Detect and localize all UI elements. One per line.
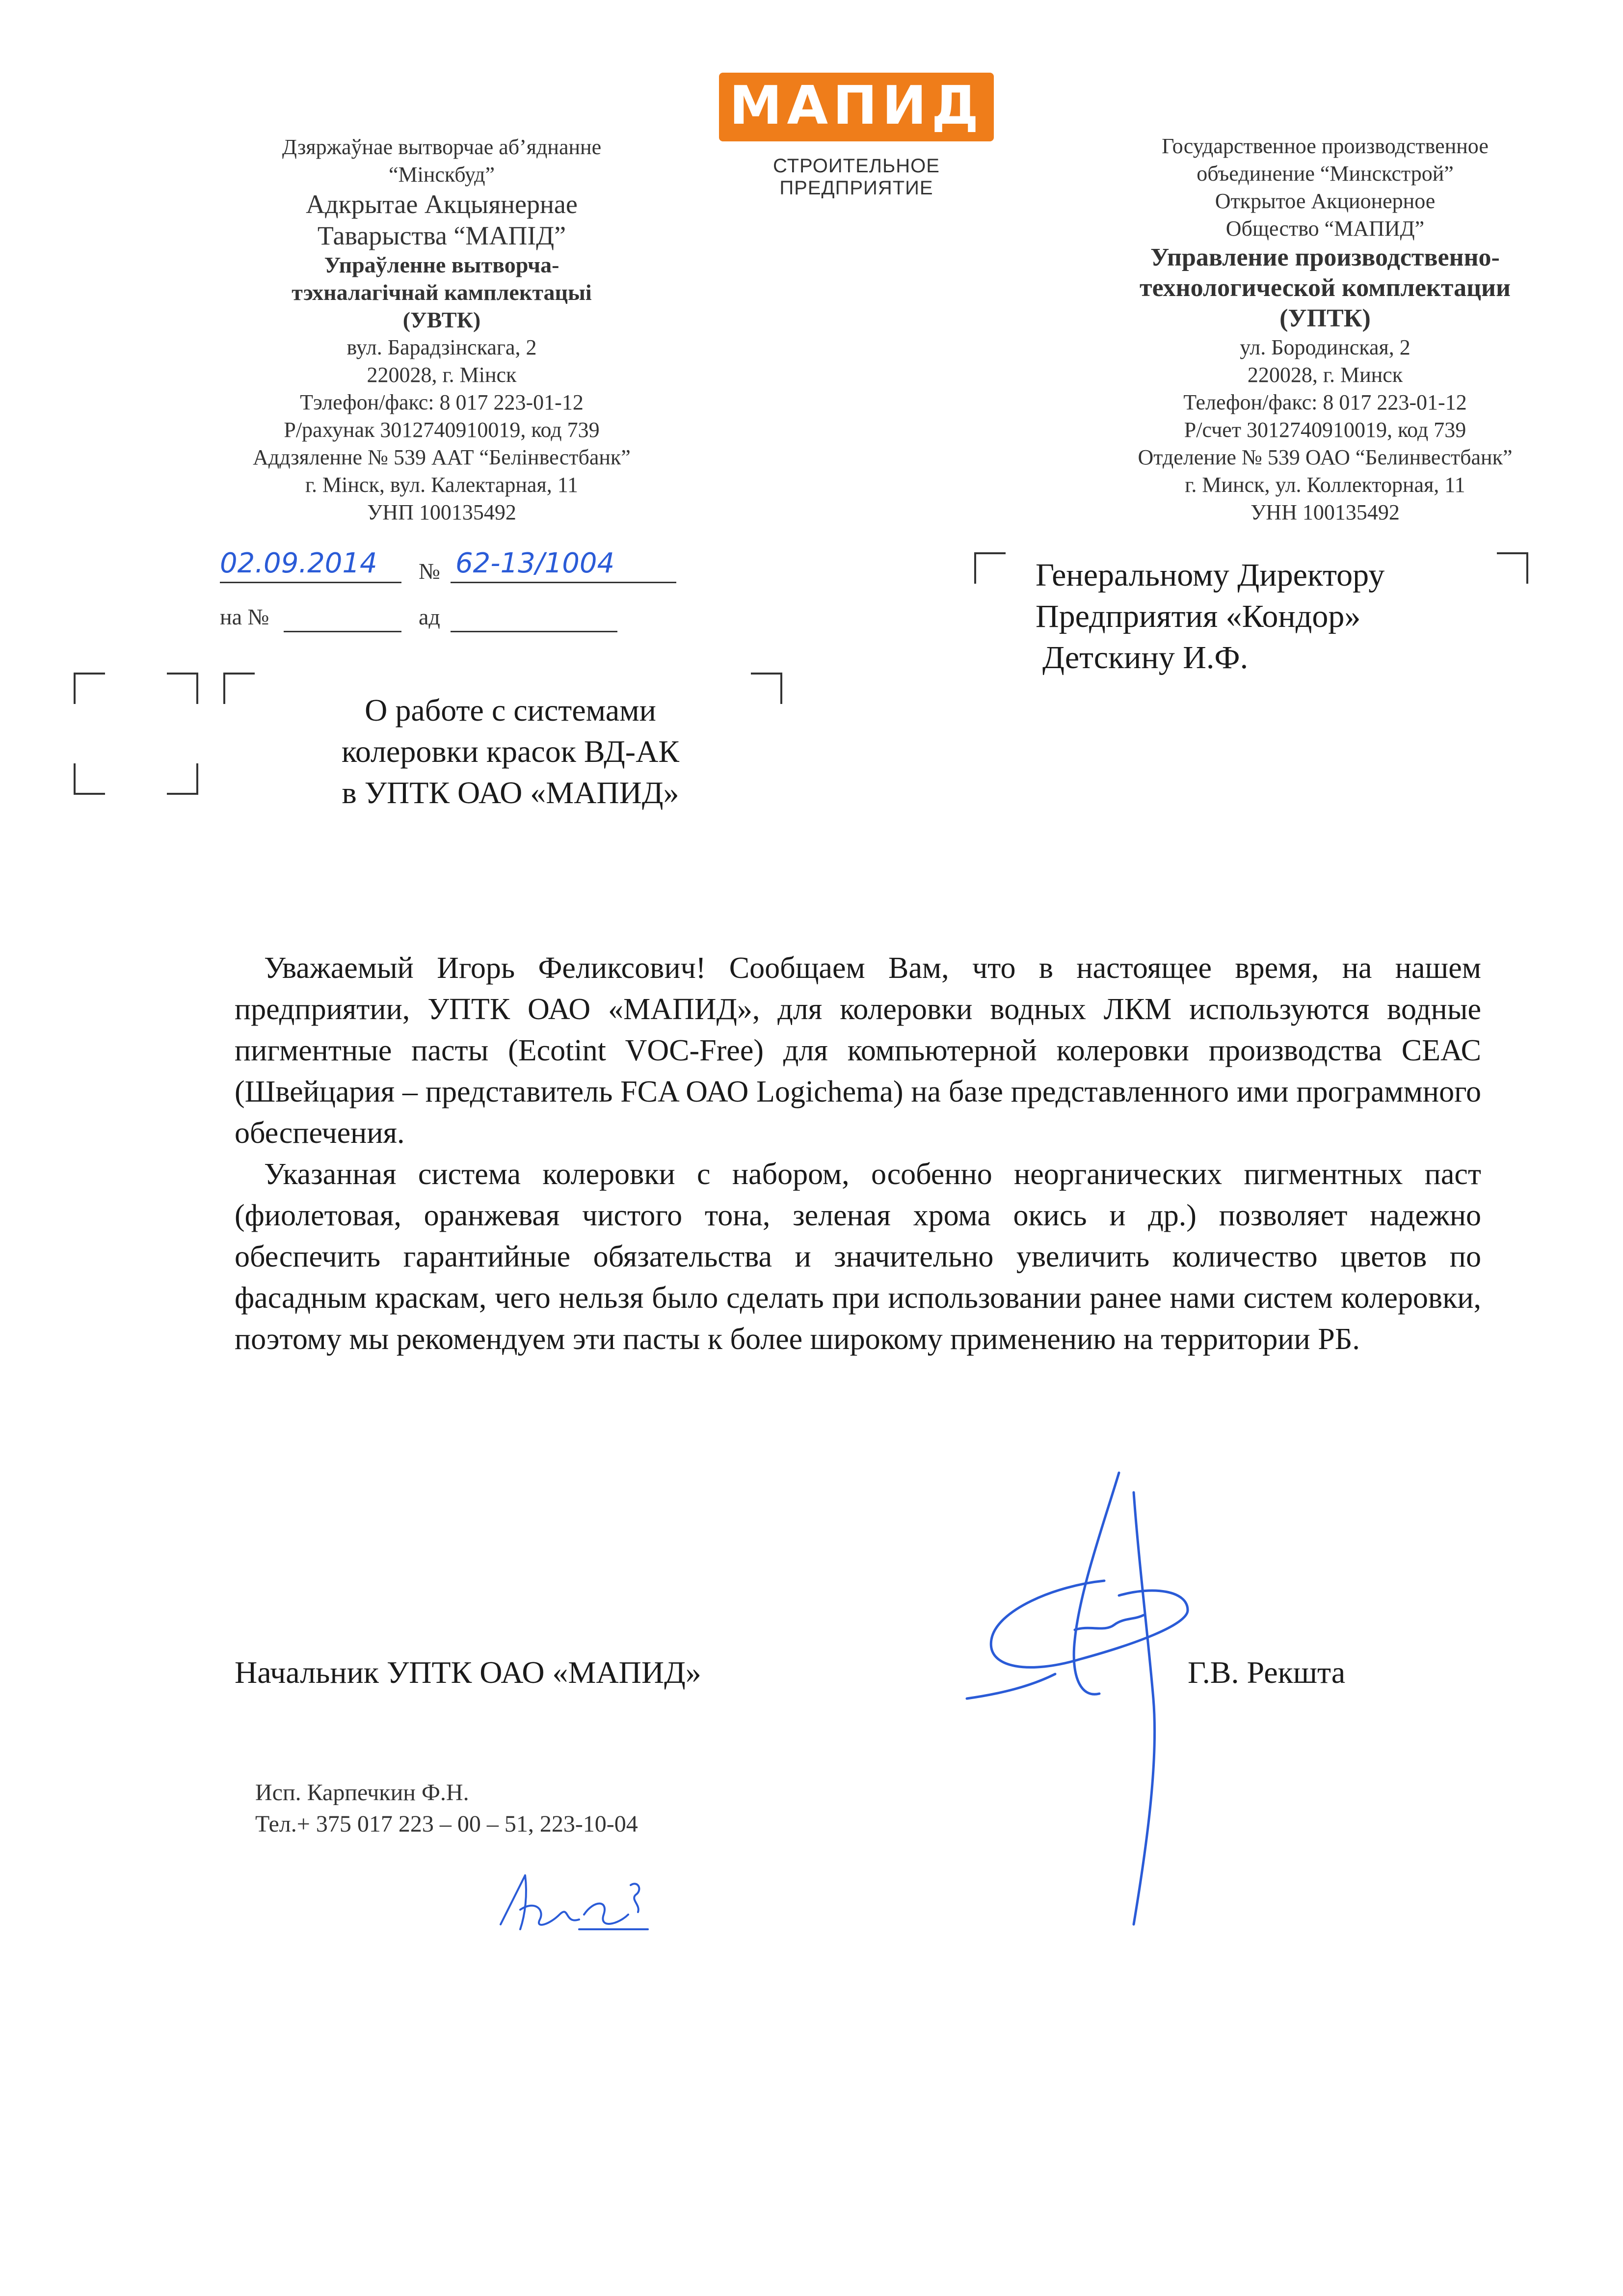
reference-date-underline (451, 631, 617, 632)
number-underline (451, 582, 676, 583)
letterhead-belarusian (206, 134, 677, 526)
outgoing-number-line (220, 547, 711, 587)
letter-body (235, 947, 1481, 1360)
phone: Тэлефон/факс: 8 017 223-01-12 (300, 390, 584, 414)
dept-line: Упраўленне вытворча- (324, 252, 559, 277)
bank-address: г. Минск, ул. Коллекторная, 11 (1185, 473, 1465, 497)
phone: Телефон/факс: 8 017 223-01-12 (1183, 390, 1467, 414)
unp: УНП 100135492 (367, 500, 516, 524)
corner-mark (167, 763, 198, 795)
addressee-line: Предприятия «Кондор» (1036, 598, 1361, 634)
executor-name: Исп. Карпечкин Ф.Н. (255, 1780, 469, 1806)
city: 220028, г. Минск (1247, 363, 1403, 387)
street: ул. Бородинская, 2 (1240, 335, 1410, 359)
subject-corner-mark (751, 673, 782, 704)
company-line: Адкрытае Акцыянернае (306, 189, 578, 219)
body-paragraph: Уважаемый Игорь Феликсович! Сообщаем Вам, что в настоящее время, на нашем предприятии, УПТК ОАО «МАПИД», для колеровки водных ЛКМ используются водные пигментные пасты (Ecotint VOC-Free) для компьютерной колеровки производства СЕАС (Швейцария – представитель FCA ОАО Logichema) на базе представленного ими программного обеспечения. (235, 951, 1481, 1150)
dept-abbr: (УПТК) (1279, 304, 1371, 332)
executor-block (255, 1777, 638, 1840)
body-paragraph: Указанная система колеровки с набором, особенно неорганических пигментных паст (фиолетовая, оранжевая чистого тона, зеленая хрома окись и др.) позволяет надежно обеспечить гарантийные обязательства и значительно увеличить количество цветов по фасадным краскам, чего нельзя было сделать при использовании ранее нами систем колеровки, поэтому мы рекомендуем эти пасты к более широкому применению на территории РБ. (235, 1158, 1481, 1356)
corner-mark (74, 763, 105, 795)
org-line: “Мінскбуд” (388, 162, 495, 187)
subject-corner-mark (223, 673, 255, 704)
account: Р/счет 3012740910019, код 739 (1184, 418, 1466, 442)
bank: Аддзяленне № 539 ААТ “Белінвестбанк” (253, 445, 631, 469)
number-label: № (419, 559, 440, 584)
signatory-name: Г.В. Рекшта (1188, 1655, 1346, 1690)
subject-line: в УПТК ОАО «МАПИД» (342, 775, 679, 810)
letterhead-russian (1050, 133, 1600, 526)
dept-line: Управление производственно- (1150, 243, 1500, 271)
logo-name: МАПИД (729, 75, 984, 136)
dept-abbr: (УВТК) (402, 307, 481, 332)
outgoing-number: 62-13/1004 (455, 547, 615, 579)
reference-number-underline (284, 631, 401, 632)
executor-phone: Тел.+ 375 017 223 – 00 – 51, 223-10-04 (255, 1811, 638, 1837)
handwritten-signature (957, 1463, 1271, 1954)
corner-mark (74, 673, 105, 704)
reference-date-label: ад (419, 604, 440, 629)
company-line: Таварыства “МАПІД” (317, 221, 566, 250)
org-line: объединение “Минскстрой” (1197, 162, 1454, 186)
dept-line: тэхналагічнай камплектацыі (292, 280, 592, 305)
addressee-block (1036, 555, 1526, 678)
company-logo (719, 73, 994, 199)
org-line: Дзяржаўнае вытворчае аб’яднанне (282, 135, 602, 159)
signatory-title: Начальник УПТК ОАО «МАПИД» (235, 1655, 701, 1690)
addressee-line: Детскину И.Ф. (1042, 640, 1249, 675)
addressee-corner-mark (974, 552, 1006, 584)
outgoing-date: 02.09.2014 (220, 547, 377, 579)
dept-line: технологической комплектации (1140, 274, 1511, 302)
date-underline (220, 582, 401, 583)
company-line: Общество “МАПИД” (1225, 216, 1425, 241)
subject-line: колеровки красок ВД-АК (341, 734, 680, 769)
addressee-line: Генеральному Директору (1036, 557, 1385, 593)
letter-subject (275, 690, 746, 813)
account: Р/рахунак 3012740910019, код 739 (284, 418, 600, 442)
reference-line (220, 604, 711, 638)
subject-line: О работе с системами (365, 693, 656, 728)
logo-subtitle: СТРОИТЕЛЬНОЕ ПРЕДПРИЯТИЕ (773, 155, 940, 199)
bank: Отделение № 539 ОАО “Белинвестбанк” (1138, 445, 1513, 469)
org-line: Государственное производственное (1162, 134, 1489, 158)
company-line: Открытое Акционерное (1215, 189, 1436, 213)
unn: УНН 100135492 (1251, 500, 1400, 524)
street: вул. Барадзінскага, 2 (346, 335, 537, 359)
handwritten-initials (491, 1865, 658, 1939)
reference-number-label: на № (220, 604, 269, 629)
bank-address: г. Мінск, вул. Калектарная, 11 (305, 473, 579, 497)
city: 220028, г. Мінск (367, 363, 517, 387)
corner-mark (167, 673, 198, 704)
